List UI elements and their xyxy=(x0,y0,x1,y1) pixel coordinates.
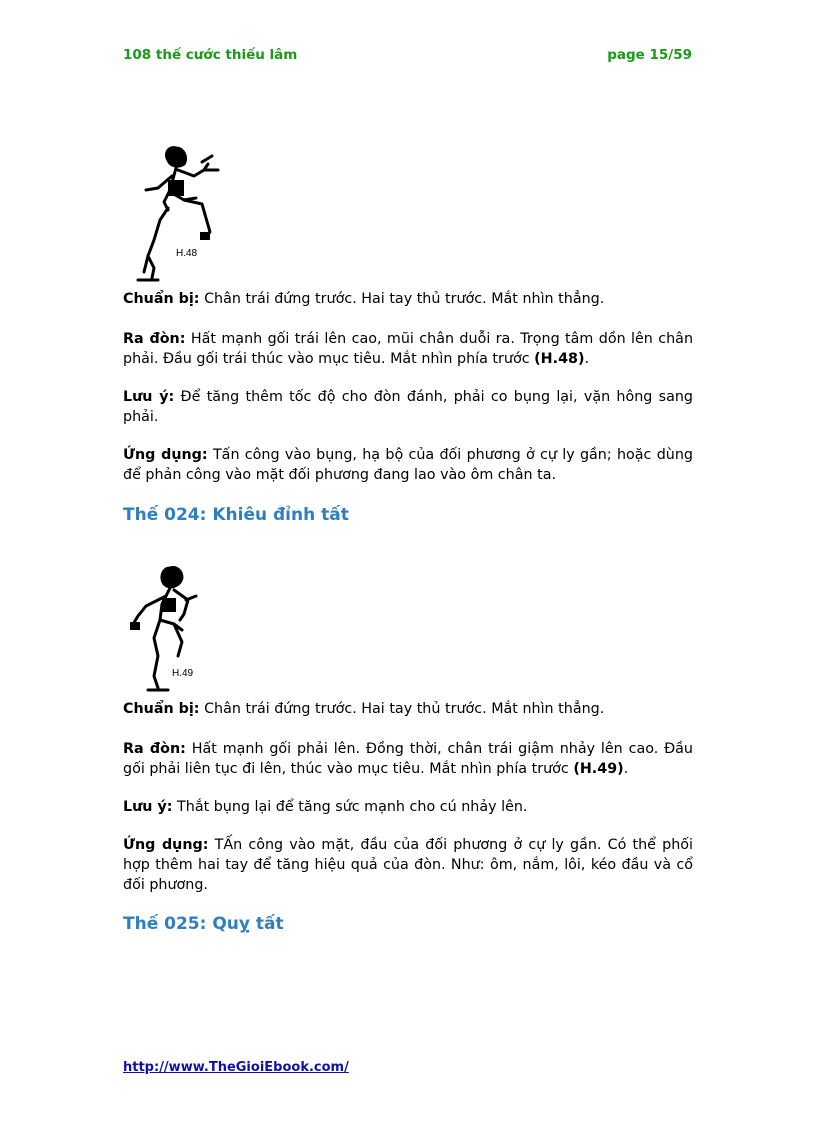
s1-note xyxy=(123,387,693,427)
s1-preparation xyxy=(123,289,693,309)
figure-label-h49: H.49 xyxy=(172,668,194,679)
text-ung-dung: Tấn công vào bụng, hạ bộ của đối phương ở cự ly gần; hoặc dùng để phản công vào mặt đối phương đang lao vào ôm chân ta. xyxy=(123,447,693,483)
s2-strike: Ra đòn: Hất mạnh gối phải lên. Đồng thời, chân trái giậm nhảy lên cao. Đầu gối phải liên tục đi lên, thúc vào mục tiêu. Mắt nhìn phía trước (H.49). xyxy=(123,741,693,777)
figure-ref-h48: (H.48) xyxy=(534,351,585,367)
page-number: page 15/59 xyxy=(607,47,692,63)
text-ra-don: Hất mạnh gối trái lên cao, mũi chân duỗi ra. Trọng tâm dồn lên chân phải. Đầu gối trái thúc vào mục tiêu. Mắt nhìn phía trước xyxy=(123,331,693,367)
s2-application xyxy=(123,835,693,895)
text-chuan-bi: Chân trái đứng trước. Hai tay thủ trước. Mắt nhìn thẳng. xyxy=(204,291,605,307)
figure-label-h48: H.48 xyxy=(176,248,198,259)
s1-application xyxy=(123,445,693,485)
label-luu-y-2: Lưu ý: xyxy=(123,799,173,815)
text-ung-dung-2: TẤn công vào mặt, đầu của đối phương ở cự ly gần. Có thể phối hợp thêm hai tay để tăng hiệu quả của đòn. Như: ôm, nắm, lôi, kéo đầu và cổ đối phương. xyxy=(123,837,693,893)
kick-figure-h48-illustration xyxy=(124,140,234,288)
heading-the-025: Thế 025: Quỵ tất xyxy=(123,914,284,934)
heading-the-024: Thế 024: Khiêu đỉnh tất xyxy=(123,505,349,525)
s2-note xyxy=(123,797,693,817)
figure-ref-h49: (H.49) xyxy=(573,761,624,777)
figure-h48 xyxy=(124,140,234,288)
s1-strike: Ra đòn: Hất mạnh gối trái lên cao, mũi chân duỗi ra. Trọng tâm dồn lên chân phải. Đầu gối trái thúc vào mục tiêu. Mắt nhìn phía trước (H.48). xyxy=(123,331,693,367)
text-luu-y: Để tăng thêm tốc độ cho đòn đánh, phải co bụng lại, vặn hông sang phải. xyxy=(123,389,694,425)
s2-preparation xyxy=(123,699,693,719)
header-title: 108 thế cước thiếu lâm xyxy=(123,47,298,63)
text-chuan-bi-2: Chân trái đứng trước. Hai tay thủ trước. Mắt nhìn thẳng. xyxy=(204,701,605,717)
text-luu-y-2: Thắt bụng lại để tăng sức mạnh cho cú nhảy lên. xyxy=(177,799,528,815)
text-ra-don-2: Hất mạnh gối phải lên. Đồng thời, chân trái giậm nhảy lên cao. Đầu gối phải liên tục đi lên, thúc vào mục tiêu. Mắt nhìn phía trước xyxy=(123,741,693,777)
label-luu-y: Lưu ý: xyxy=(123,389,175,405)
label-ung-dung: Ứng dụng: xyxy=(123,447,208,463)
label-ra-don-2: Ra đòn: xyxy=(123,741,186,757)
label-chuan-bi-2: Chuẩn bị: xyxy=(123,701,200,717)
footer-link[interactable]: http://www.TheGioiEbook.com/ xyxy=(123,1060,349,1075)
label-chuan-bi: Chuẩn bị: xyxy=(123,291,200,307)
figure-h49 xyxy=(124,560,224,698)
label-ung-dung-2: Ứng dụng: xyxy=(123,837,209,853)
label-ra-don: Ra đòn: xyxy=(123,331,186,347)
